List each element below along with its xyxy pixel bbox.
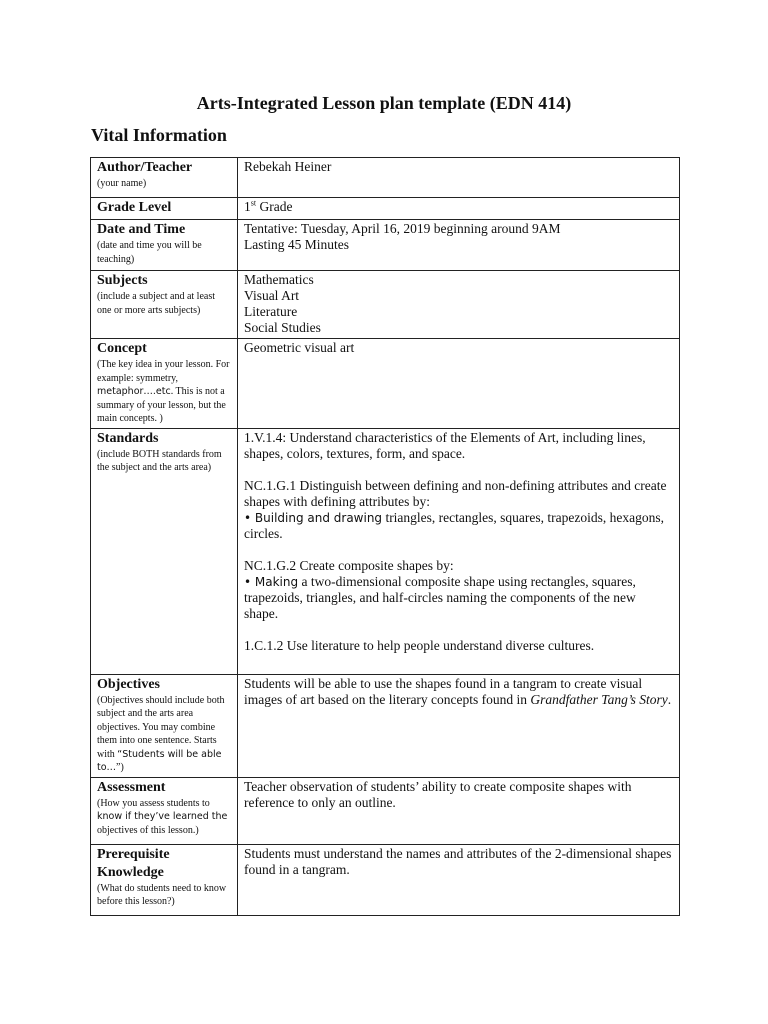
- objective-text: .: [667, 691, 672, 707]
- standard-item: NC.1.G.2 Create composite shapes by:: [244, 557, 454, 573]
- standard-item: NC.1.G.1 Distinguish between defining and non-defining attributes and create shapes with defining attributes by:: [244, 477, 667, 509]
- label-cell: [91, 220, 238, 271]
- row-hint: [97, 797, 231, 838]
- table-row: [91, 674, 680, 777]
- row-hint: [97, 694, 231, 775]
- page-title: Arts-Integrated Lesson plan template (EDN 414): [196, 93, 572, 113]
- hint-text: metaphor….etc: [97, 386, 171, 397]
- value-cell: [238, 220, 680, 271]
- row-label: Prerequisite Knowledge: [97, 846, 170, 880]
- table-row: [91, 271, 680, 339]
- standard-bullet: [244, 510, 673, 542]
- value-cell: [238, 271, 680, 339]
- row-hint: (your name): [97, 178, 147, 189]
- row-label: Date and Time: [97, 222, 186, 237]
- table-row: [91, 777, 680, 844]
- table-row: [91, 158, 680, 198]
- standard-item: 1.V.1.4: Understand characteristics of the Elements of Art, including lines, shapes, colors, textures, form, and space.: [244, 429, 646, 461]
- subject-item: Mathematics: [244, 272, 314, 287]
- hint-text: (The key idea in your lesson. For example: symmetry,: [97, 359, 230, 384]
- hint-text: know if they’ve learned the: [97, 811, 228, 822]
- hint-text: ”): [116, 762, 124, 773]
- row-label: Concept: [97, 341, 147, 356]
- datetime-line: Tentative: Tuesday, April 16, 2019 beginning around 9AM: [244, 221, 561, 236]
- hint-text: (How you assess students to: [97, 797, 210, 809]
- value-cell: [238, 844, 680, 915]
- label-cell: [91, 198, 238, 220]
- bullet-text: • Making: [244, 574, 299, 589]
- prerequisite-value: Students must understand the names and attributes of the 2-dimensional shapes found in a tangram.: [244, 845, 672, 877]
- table-row: [91, 428, 680, 674]
- concept-value: Geometric visual art: [244, 340, 355, 355]
- subject-item: Social Studies: [244, 320, 321, 335]
- label-cell: [91, 674, 238, 777]
- standard-item: 1.C.1.2 Use literature to help people understand diverse cultures.: [244, 637, 595, 653]
- bullet-text: triangles, rectangles, squares, trapezoids, hexagons, circles.: [244, 509, 664, 541]
- subject-item: Literature: [244, 304, 298, 319]
- row-label: Grade Level: [97, 200, 172, 215]
- duration-line: Lasting 45 Minutes: [244, 237, 349, 252]
- table-row: [91, 198, 680, 220]
- row-label: Subjects: [97, 273, 148, 288]
- assessment-value: Teacher observation of students’ ability to create composite shapes with reference to only an outline.: [244, 778, 632, 810]
- section-heading: Vital Information: [91, 125, 227, 145]
- hint-text: . This is not a summary of your lesson, but the main concepts. ): [97, 386, 226, 424]
- hint-text: objectives of this lesson.): [97, 824, 199, 836]
- grade-number: 1: [244, 199, 251, 214]
- hint-text: “Students will be able to…: [97, 748, 222, 773]
- value-cell: [238, 674, 680, 777]
- value-cell: [238, 198, 680, 220]
- row-hint: (What do students need to know before this lesson?): [97, 882, 227, 907]
- row-label: Assessment: [97, 779, 166, 795]
- subject-item: Visual Art: [244, 288, 300, 303]
- bullet-text: • Building and drawing: [244, 510, 383, 525]
- value-cell: [238, 339, 680, 429]
- row-hint: [97, 358, 231, 426]
- label-cell: [91, 158, 238, 198]
- row-hint: (include a subject and at least one or more arts subjects): [97, 291, 216, 316]
- table-row: [91, 844, 680, 915]
- row-label: Objectives: [97, 676, 160, 692]
- grade-ordinal-suffix: st: [250, 198, 257, 208]
- value-cell: [238, 158, 680, 198]
- vital-information-table: [90, 157, 680, 916]
- row-label: Author/Teacher: [97, 160, 193, 175]
- value-cell: [238, 428, 680, 674]
- row-hint: (include BOTH standards from the subject and the arts area): [97, 448, 222, 473]
- table-row: [91, 220, 680, 271]
- label-cell: [91, 777, 238, 844]
- label-cell: [91, 271, 238, 339]
- label-cell: [91, 844, 238, 915]
- objective-text: Students will be able to use the shapes found in a tangram to create visual images of art based on the literary concepts found in: [244, 675, 643, 707]
- label-cell: [91, 339, 238, 429]
- book-title: Grandfather Tang’s Story: [530, 691, 668, 707]
- hint-text: (Objectives should include both subject and the arts area objectives. You may combine them into one sentence. Starts with: [97, 694, 225, 760]
- grade-word: Grade: [256, 199, 293, 214]
- row-label: Standards: [97, 430, 159, 446]
- label-cell: [91, 428, 238, 674]
- author-value: Rebekah Heiner: [244, 159, 332, 174]
- value-cell: [238, 777, 680, 844]
- bullet-text: a two-dimensional composite shape using rectangles, squares, trapezoids, triangles, and half-circles naming the components of the new shape.: [244, 573, 636, 621]
- standard-bullet: [244, 574, 673, 622]
- row-hint: (date and time you will be teaching): [97, 240, 202, 265]
- table-row: [91, 339, 680, 429]
